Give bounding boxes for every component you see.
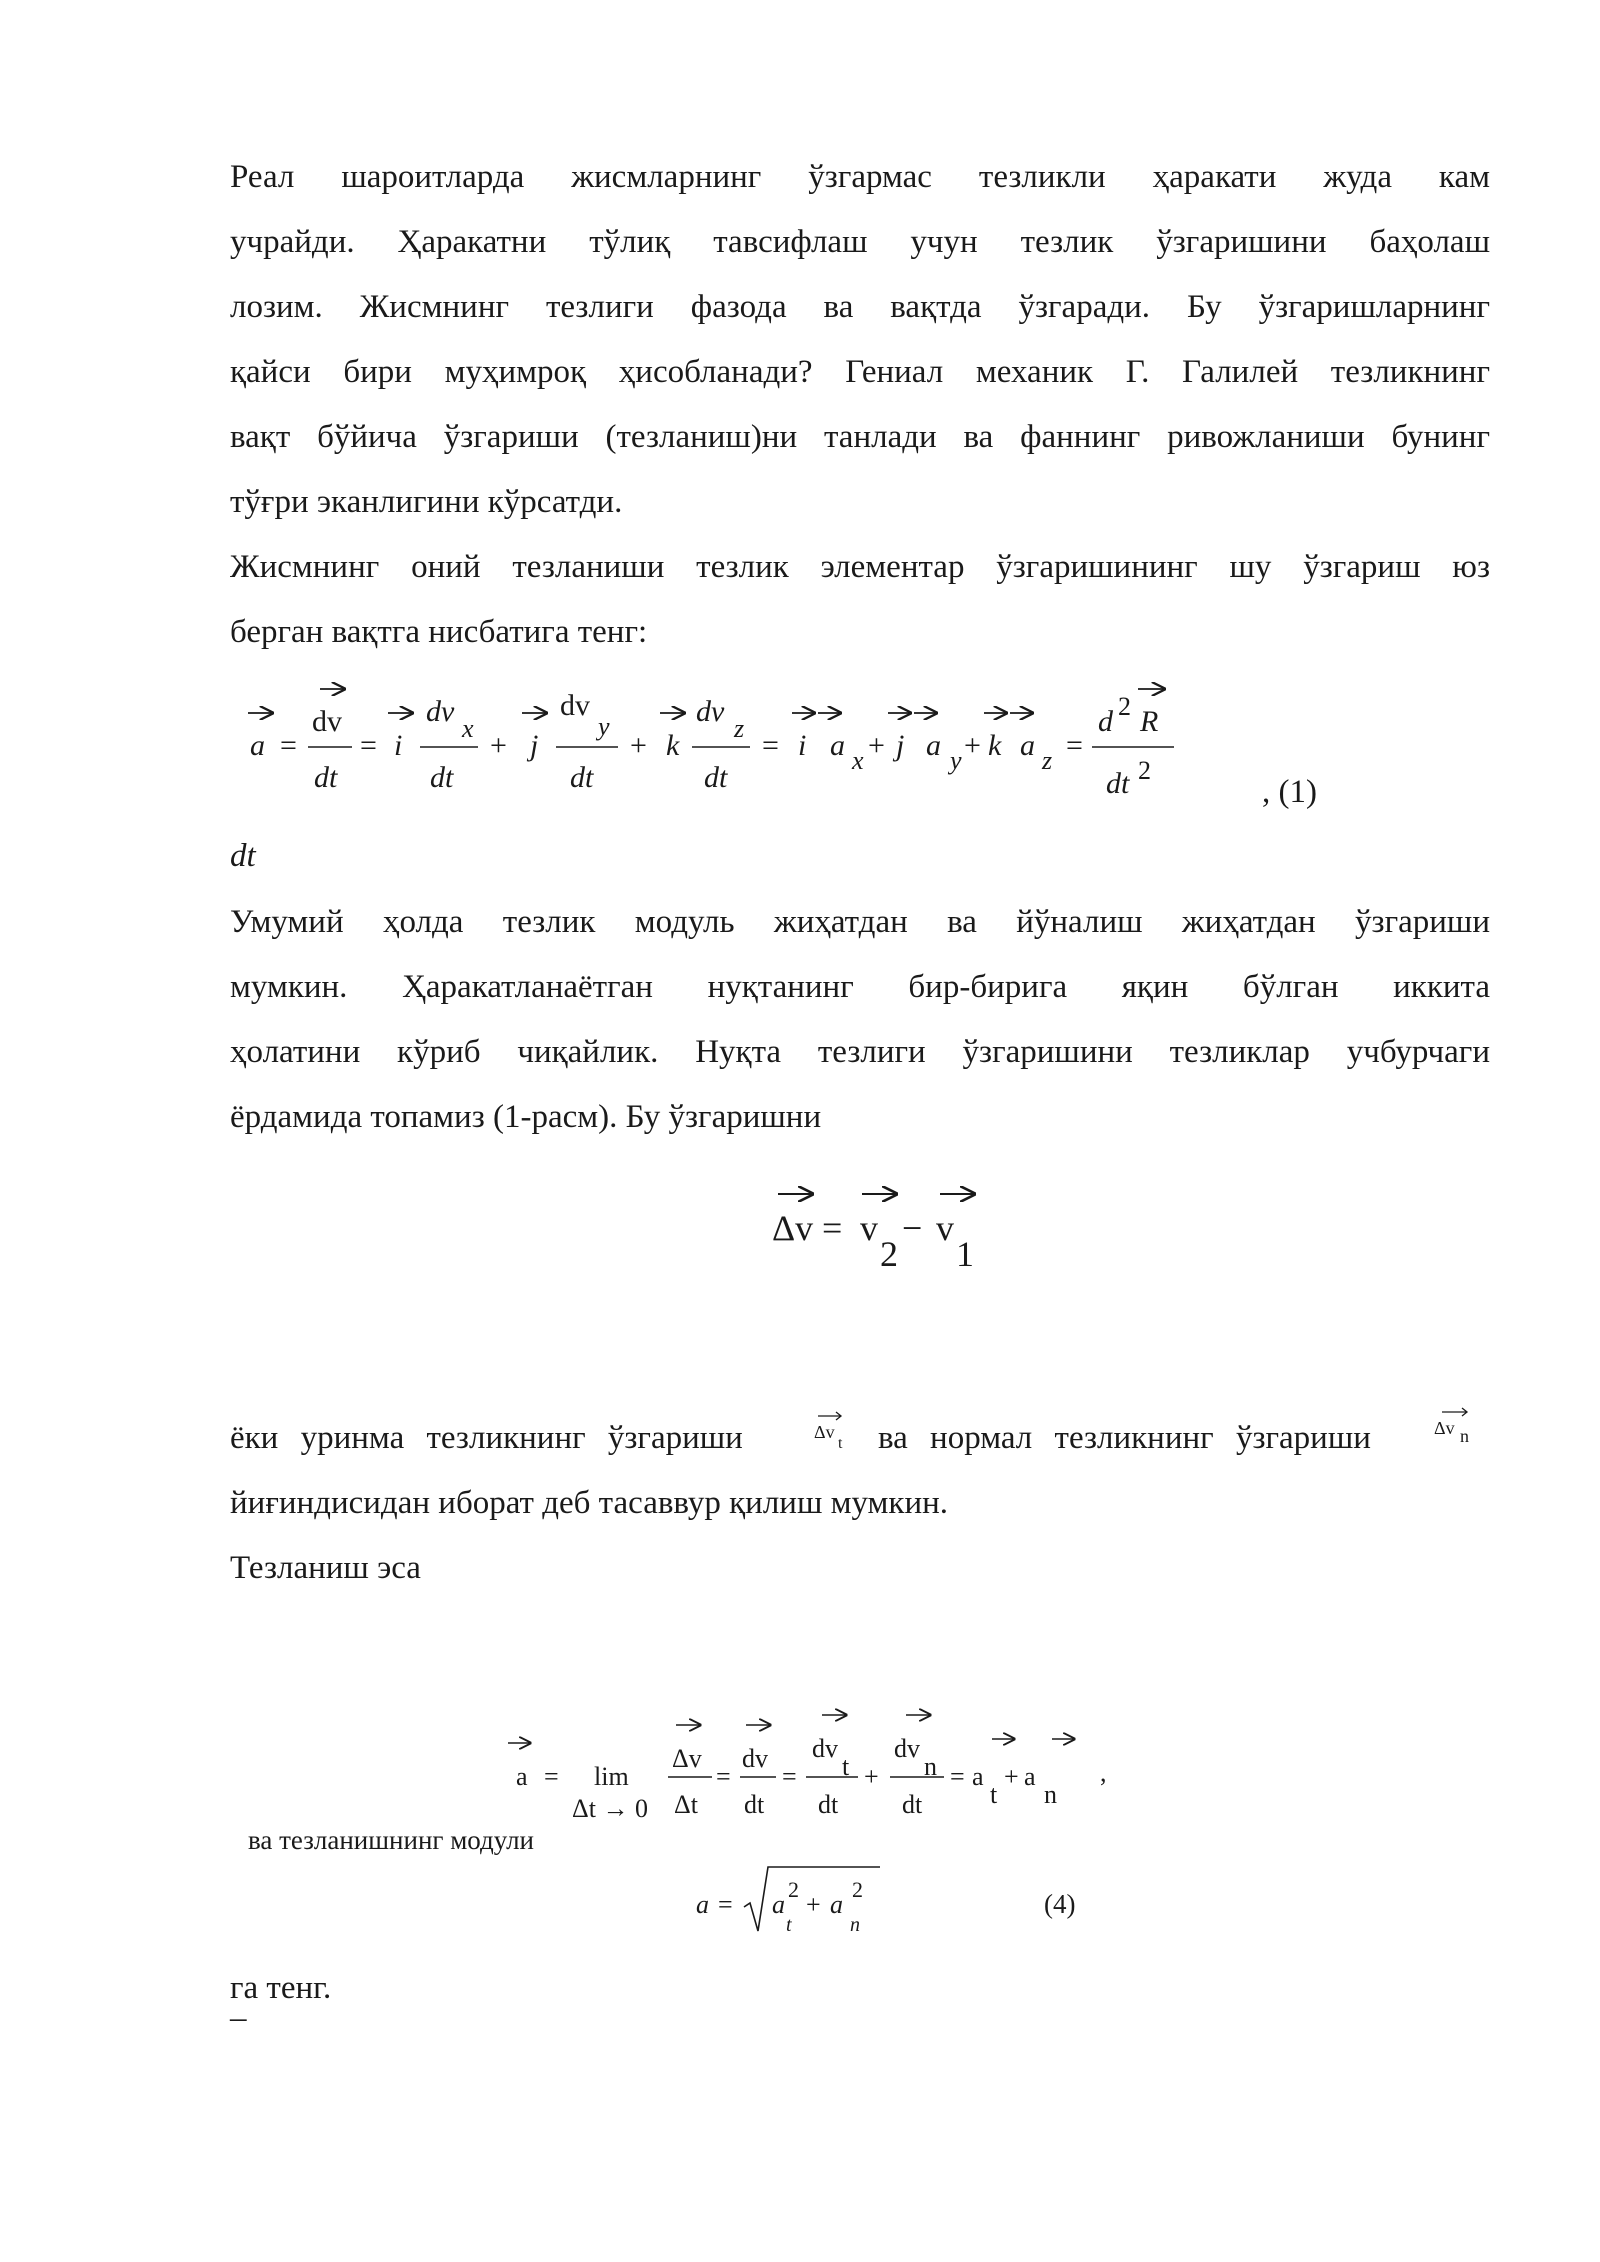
equation-number: (4) xyxy=(1044,1889,1076,1919)
svg-text:dt: dt xyxy=(818,1790,839,1819)
svg-text:y: y xyxy=(598,712,610,741)
text-line: Тезланиш эса xyxy=(230,1550,421,1586)
svg-text:1: 1 xyxy=(956,1234,974,1274)
svg-text:n: n xyxy=(924,1752,937,1781)
svg-text:=: = xyxy=(360,729,377,762)
text-line: ёрдамида топамиз (1-расм). Бу ўзгаришни xyxy=(230,1099,822,1135)
svg-text:a: a xyxy=(772,1890,785,1919)
acceleration-modulus-formula xyxy=(690,1855,910,1945)
svg-text:v: v xyxy=(936,1208,954,1248)
svg-text:dv: dv xyxy=(742,1744,768,1773)
svg-text:2: 2 xyxy=(880,1234,898,1274)
text-line: Жисмнинг оний тезланиши тезлик элементар ўзгаришининг шу ўзгариш юз xyxy=(230,549,1490,585)
svg-text:Δv: Δv xyxy=(814,1422,835,1442)
svg-text:a: a xyxy=(830,729,845,762)
svg-text:z: z xyxy=(734,714,745,743)
svg-text:=: = xyxy=(718,1890,733,1919)
svg-text:n: n xyxy=(850,1914,860,1936)
svg-text:z: z xyxy=(1042,746,1053,775)
velocity-difference-formula xyxy=(760,1180,1000,1290)
svg-text:d: d xyxy=(1098,705,1113,738)
svg-text:t: t xyxy=(838,1435,843,1452)
text-line: тўғри эканлигини кўрсатди. xyxy=(230,484,623,520)
text-line: ҳолатини кўриб чиқайлик. Нуқта тезлиги ўзгаришини тезликлар учбурчаги xyxy=(230,1034,1490,1070)
svg-text:a: a xyxy=(516,1762,528,1791)
svg-text:+: + xyxy=(964,729,981,762)
svg-text:2: 2 xyxy=(1118,692,1131,721)
svg-text:a: a xyxy=(250,729,265,762)
text-line: йиғиндисидан иборат деб тасаввур қилиш мумкин. xyxy=(230,1485,949,1521)
svg-text:Δv: Δv xyxy=(672,1744,702,1773)
svg-text:a: a xyxy=(1020,729,1035,762)
text-line: лозим. Жисмнинг тезлиги фазода ва вақтда ўзгаради. Бу ўзгаришларнинг xyxy=(230,289,1490,325)
svg-text:R: R xyxy=(1140,705,1159,738)
svg-text:=: = xyxy=(822,1208,843,1248)
svg-text:lim: lim xyxy=(594,1762,629,1791)
svg-text:dt: dt xyxy=(314,761,338,794)
acceleration-limit-formula xyxy=(500,1695,1140,1825)
svg-text:dv: dv xyxy=(696,695,725,728)
svg-text:2: 2 xyxy=(788,1877,799,1902)
equation-number: , (1) xyxy=(1262,774,1317,810)
stray-symbol: dt xyxy=(230,838,256,874)
svg-text:t: t xyxy=(786,1914,792,1936)
svg-text:k: k xyxy=(666,729,680,762)
svg-text:k: k xyxy=(988,729,1002,762)
text-line: Умумий ҳолда тезлик модуль жиҳатдан ва йўналиш жиҳатдан ўзгариши xyxy=(230,904,1490,940)
text-line: учрайди. Ҳаракатни тўлиқ тавсифлаш учун тезлик ўзгаришини баҳолаш xyxy=(230,224,1490,260)
svg-text:+: + xyxy=(630,729,647,762)
svg-text:dt: dt xyxy=(570,761,594,794)
svg-text:Δv: Δv xyxy=(772,1208,814,1248)
svg-text:=: = xyxy=(280,729,297,762)
svg-text:n: n xyxy=(1460,1426,1469,1446)
svg-text:dt: dt xyxy=(744,1790,765,1819)
svg-text:t: t xyxy=(842,1752,850,1781)
svg-text:j: j xyxy=(896,729,905,762)
svg-text:=: = xyxy=(716,1762,731,1791)
svg-text:n: n xyxy=(1044,1780,1057,1809)
paragraph-3 xyxy=(230,890,1490,1150)
svg-text:dv: dv xyxy=(560,689,590,722)
text-line: берган вақтга нисбатига тенг: xyxy=(230,614,648,650)
text-line: мумкин. Ҳаракатланаётган нуқтанинг бир-бирига яқин бўлган иккита xyxy=(230,969,1490,1005)
paragraph-2 xyxy=(230,535,1490,665)
svg-text:dt: dt xyxy=(902,1790,923,1819)
svg-text:Δv: Δv xyxy=(1434,1418,1455,1438)
svg-text:a: a xyxy=(972,1762,984,1791)
text-line: Реал шароитларда жисмларнинг ўзгармас тезликли ҳаракати жуда кам xyxy=(230,159,1490,195)
svg-text:,: , xyxy=(1100,1758,1107,1787)
svg-text:dv: dv xyxy=(312,705,342,738)
svg-text:=: = xyxy=(950,1762,965,1791)
svg-text:2: 2 xyxy=(852,1877,863,1902)
text-fragment: ёки уринма тезликнинг ўзгариши xyxy=(230,1420,743,1456)
svg-text:dv: dv xyxy=(894,1734,920,1763)
svg-text:=: = xyxy=(782,1762,797,1791)
svg-text:x: x xyxy=(852,746,864,775)
svg-text:dv: dv xyxy=(812,1734,838,1763)
tangential-velocity-change-symbol xyxy=(810,1406,850,1456)
svg-text:+: + xyxy=(806,1890,821,1919)
svg-text:dv: dv xyxy=(426,695,455,728)
svg-text:−: − xyxy=(902,1208,923,1248)
svg-text:j: j xyxy=(530,729,539,762)
caption-text: ва тезланишнинг модули xyxy=(248,1825,535,1855)
svg-text:Δt: Δt xyxy=(674,1790,698,1819)
svg-text:+: + xyxy=(868,729,885,762)
svg-text:y: y xyxy=(950,746,962,775)
svg-text:=: = xyxy=(762,729,779,762)
svg-text:x: x xyxy=(462,714,474,743)
svg-text:dt: dt xyxy=(704,761,728,794)
svg-text:i: i xyxy=(798,729,807,762)
svg-text:+: + xyxy=(490,729,507,762)
text-line: вақт бўйича ўзгариши (тезланиш)ни танлади ва фаннинг ривожланиши бунинг xyxy=(230,419,1490,455)
svg-text:Δt → 0: Δt → 0 xyxy=(572,1794,648,1823)
svg-text:2: 2 xyxy=(1138,756,1151,785)
svg-text:a: a xyxy=(926,729,941,762)
paragraph-1 xyxy=(230,145,1490,535)
normal-velocity-change-symbol xyxy=(1430,1402,1480,1452)
svg-text:a: a xyxy=(830,1890,843,1919)
svg-text:dt: dt xyxy=(430,761,454,794)
svg-text:i: i xyxy=(394,729,403,762)
svg-text:+: + xyxy=(864,1762,879,1791)
svg-text:a: a xyxy=(1024,1762,1036,1791)
text-line: га тенг. xyxy=(230,1970,332,2006)
svg-text:=: = xyxy=(1066,729,1083,762)
stray-dash: – xyxy=(230,2000,247,2036)
svg-text:dt: dt xyxy=(1106,767,1130,800)
svg-text:a: a xyxy=(696,1890,709,1919)
text-line: қайси бири муҳимроқ ҳисобланади? Гениал механик Г. Галилей тезликнинг xyxy=(230,354,1490,390)
svg-text:+: + xyxy=(1004,1762,1019,1791)
paragraph-4-line-1 xyxy=(230,1406,1490,1471)
svg-text:t: t xyxy=(990,1780,998,1809)
svg-text:=: = xyxy=(544,1762,559,1791)
acceleration-components-formula xyxy=(240,675,1280,805)
svg-text:v: v xyxy=(860,1208,878,1248)
text-fragment: ва нормал тезликнинг ўзгариши xyxy=(878,1420,1371,1456)
